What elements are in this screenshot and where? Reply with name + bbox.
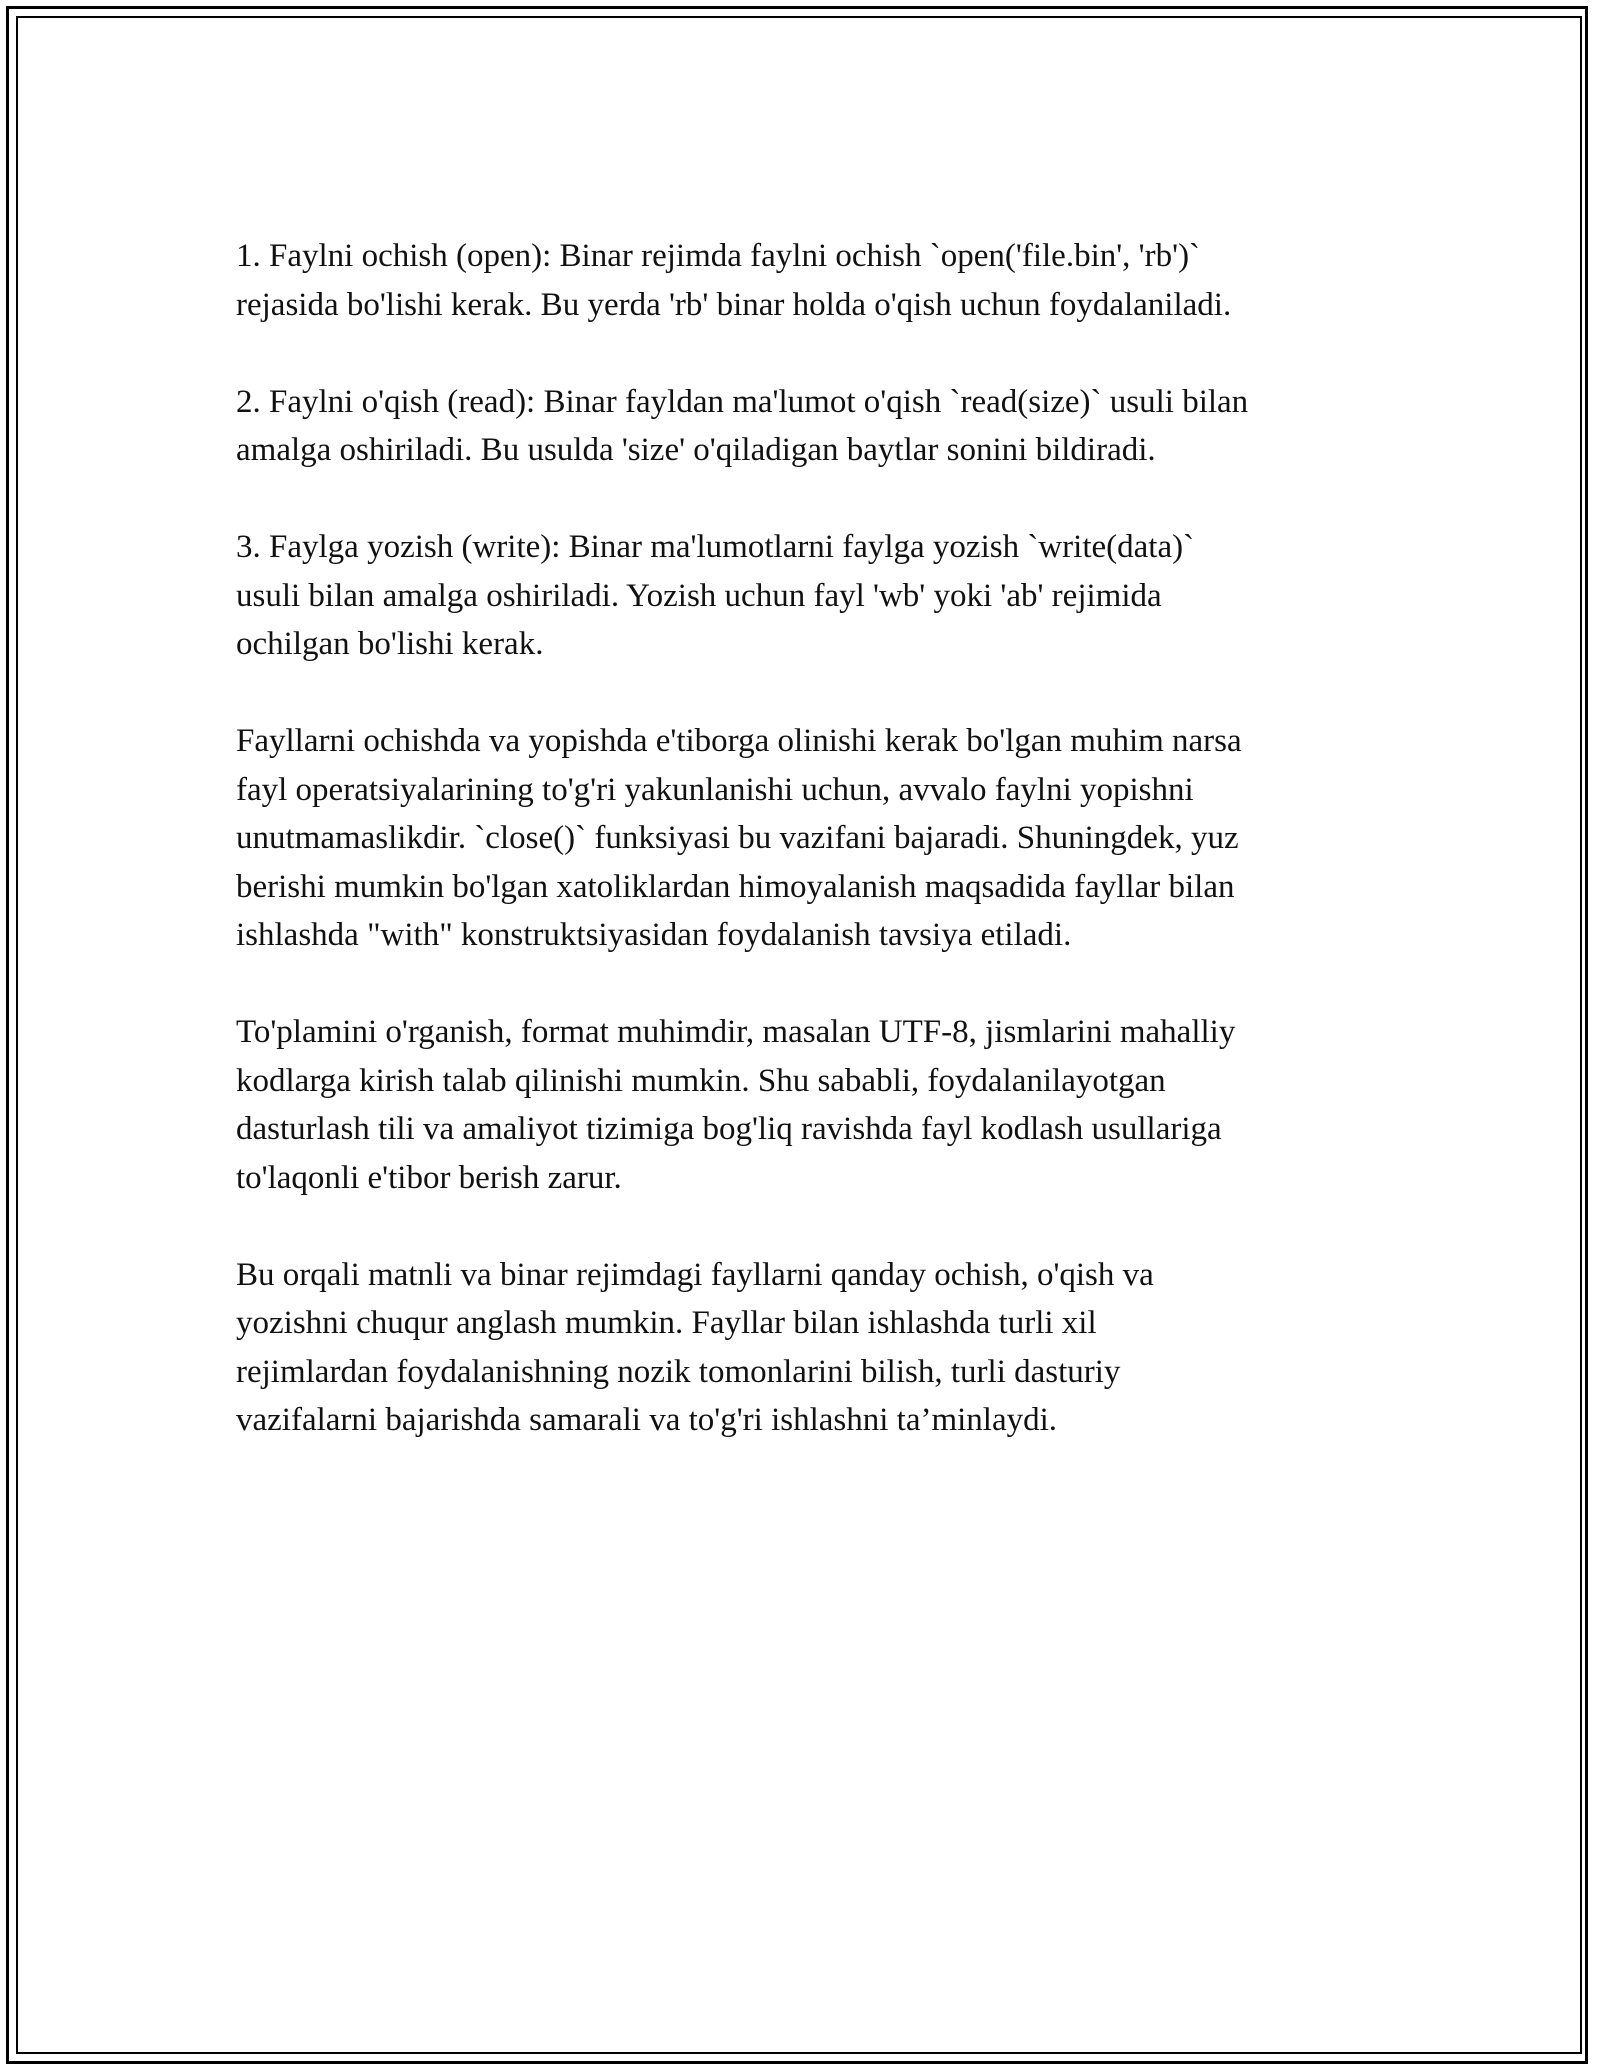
paragraph-read-file: 2. Faylni o'qish (read): Binar fayldan ma'lumot o'qish `read(size)` usuli bilan amalga oshiriladi. Bu usulda 'size' o'qiladigan baytlar sonini bildiradi. bbox=[236, 383, 1249, 468]
paragraph-encoding: To'plamini o'rganish, format muhimdir, masalan UTF-8, jismlarini mahalliy kodlarga kirish talab qilinishi mumkin. Shu sababli, foydalanilayotgan dasturlash tili va amaliyot tizimiga bog'liq ravishda fayl kodlash usullariga to'laqonli e'tibor berish zarur. bbox=[236, 1014, 1236, 1196]
paragraph-write-file: 3. Faylga yozish (write): Binar ma'lumotlarni faylga yozish `write(data)` usuli bilan amalga oshiriladi. Yozish uchun fayl 'wb' yoki 'ab' rejimida ochilgan bo'lishi kerak. bbox=[236, 529, 1195, 662]
paragraph-open-file: 1. Faylni ochish (open): Binar rejimda faylni ochish `open('file.bin', 'rb')` rejasida bo'lishi kerak. Bu yerda 'rb' binar holda o'qish uchun foydalaniladi. bbox=[236, 238, 1232, 323]
document-body bbox=[236, 232, 1386, 1493]
paragraph-conclusion: Bu orqali matnli va binar rejimdagi fayllarni qanday ochish, o'qish va yozishni chuqur anglash mumkin. Fayllar bilan ishlashda turli xil rejimlardan foydalanishning nozik tomonlarini bilish, turli dasturiy vazifalarni bajarishda samarali va to'g'ri ishlashni ta’minlaydi. bbox=[236, 1256, 1154, 1438]
paragraph-close-file: Fayllarni ochishda va yopishda e'tiborga olinishi kerak bo'lgan muhim narsa fayl operatsiyalarining to'g'ri yakunlanishi uchun, avvalo faylni yopishni unutmamaslikdir. `close()` funksiyasi bu vazifani bajaradi. Shuningdek, yuz berishi mumkin bo'lgan xatoliklardan himoyalanish maqsadida fayllar bilan ishlashda "with" konstruktsiyasidan foydalanish tavsiya etiladi. bbox=[236, 723, 1242, 953]
